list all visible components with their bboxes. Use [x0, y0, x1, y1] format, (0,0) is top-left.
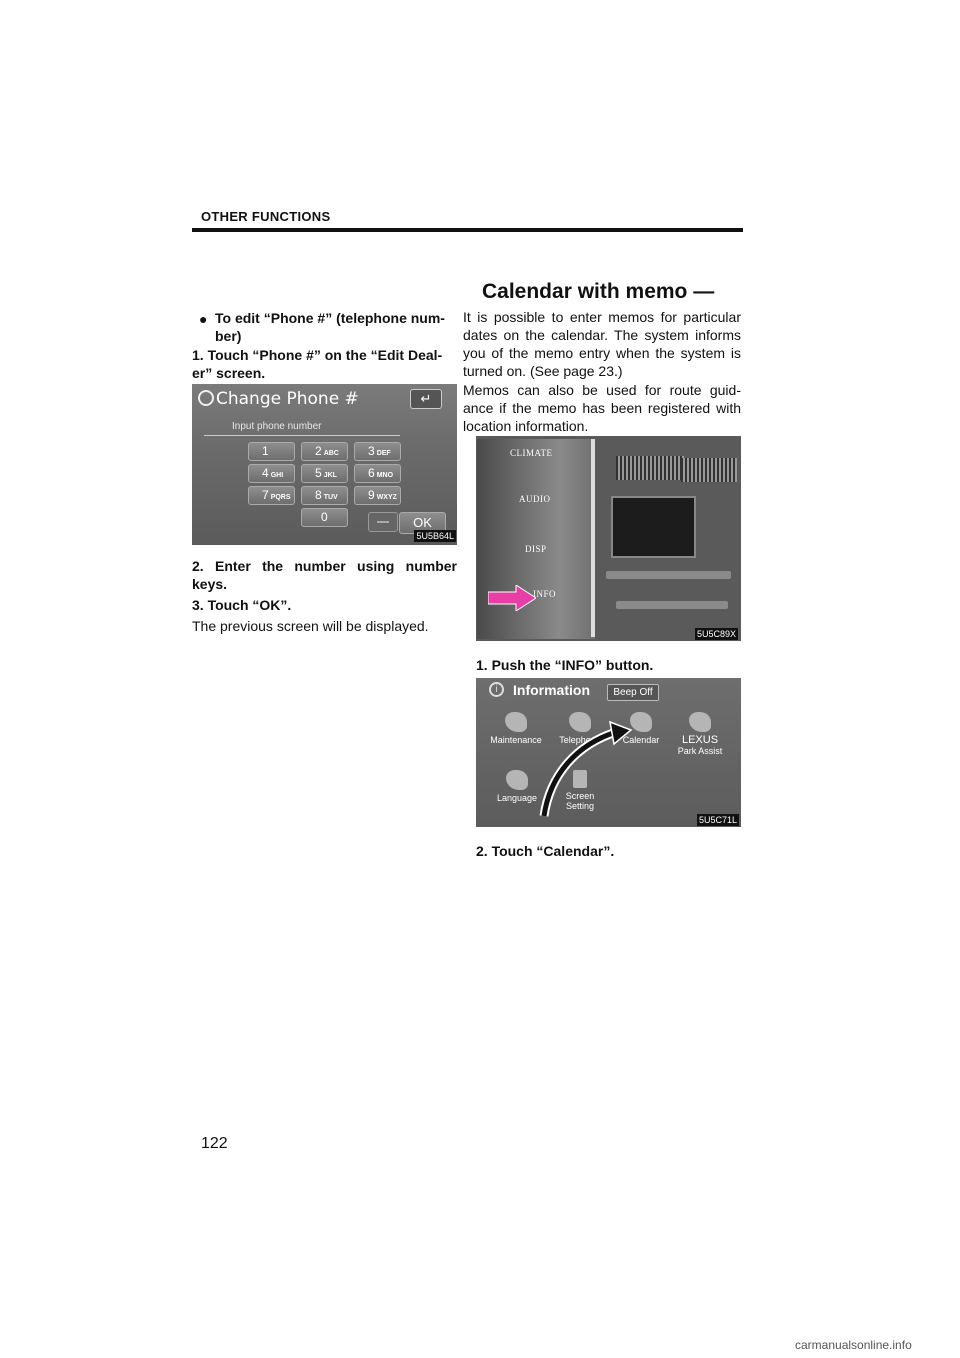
panel-edge [591, 439, 595, 637]
key-6[interactable]: 6 MNO [354, 464, 401, 483]
bullet-heading: To edit “Phone #” (telephone num- [215, 310, 445, 326]
info-icon: i [489, 682, 504, 697]
figure-code: 5U5B64L [416, 531, 454, 541]
figure-code: 5U5C89X [696, 629, 736, 639]
wrench-icon [505, 712, 527, 732]
key-0[interactable]: 0 [301, 508, 348, 527]
page-number: 122 [201, 1135, 228, 1152]
language-icon [506, 770, 528, 790]
step-2-line-2: keys. [192, 576, 228, 592]
key-4[interactable]: 4 GHI [248, 464, 295, 483]
key-9[interactable]: 9 WXYZ [354, 486, 401, 505]
delete-key[interactable] [368, 512, 398, 532]
telephone-tile[interactable]: Telephone [558, 712, 602, 745]
result-text: The previous screen will be displayed. [192, 618, 429, 634]
route-paragraph: Memos can also be used for route guid- ance if the memo has been registered with location information. [463, 382, 741, 434]
section-header: OTHER FUNCTIONS [201, 209, 331, 224]
step-1-info: 1. Push the “INFO” button. [476, 657, 654, 673]
dashboard-photo [476, 436, 741, 641]
audio-button: AUDIO [519, 494, 551, 504]
header-rule [192, 228, 743, 232]
ok-button[interactable]: OK [399, 512, 446, 534]
lexus-park-assist-tile[interactable]: LEXUS Park Assist [672, 712, 728, 756]
right-vent [681, 458, 737, 482]
footer-watermark[interactable]: carmanualsonline.info [795, 1338, 912, 1352]
navigation-display [611, 496, 696, 558]
info-button: INFO [533, 589, 557, 599]
input-line [204, 435, 400, 436]
key-3[interactable]: 3 DEF [354, 442, 401, 461]
section-heading: Calendar with memo — [482, 280, 715, 303]
climate-button: CLIMATE [510, 448, 553, 458]
console-controls [606, 571, 731, 579]
intro-paragraph: It is possible to enter memos for particular dates on the calendar. The system informs you of the memo entry when the system is turned on. (See page 23.) [463, 309, 741, 379]
back-button[interactable]: ↵ [410, 389, 442, 409]
lexus-logo-icon [198, 390, 214, 406]
beep-off-button[interactable]: Beep Off [607, 684, 659, 701]
park-assist-icon [689, 712, 711, 732]
language-tile[interactable]: Language [492, 770, 542, 803]
disp-button: DISP [525, 544, 547, 554]
information-screenshot [476, 678, 741, 827]
step-2-calendar: 2. Touch “Calendar”. [476, 843, 615, 859]
key-1[interactable]: 1 [248, 442, 295, 461]
left-vent [616, 456, 684, 480]
maintenance-tile[interactable]: Maintenance [490, 712, 542, 745]
step-1-line-2: er” screen. [192, 365, 266, 381]
change-phone-screenshot [192, 384, 457, 545]
pointer-arrow-icon [536, 720, 636, 825]
screen-setting-tile[interactable]: Screen Setting [562, 770, 598, 811]
bullet-heading-cont: ber) [215, 328, 242, 344]
calendar-tile[interactable]: Calendar [616, 712, 666, 745]
input-hint: Input phone number [232, 421, 322, 432]
figure-code: 5U5C71L [698, 815, 737, 825]
step-2-line-1: 2. Enter the number using number [192, 558, 457, 574]
screen-title: Change Phone # [216, 389, 359, 409]
pointer-arrow-icon [488, 585, 536, 616]
key-8[interactable]: 8 TUV [301, 486, 348, 505]
key-7[interactable]: 7 PQRS [248, 486, 295, 505]
step-3: 3. Touch “OK”. [192, 597, 292, 613]
bullet-dot: ● [199, 311, 208, 327]
console-controls-lower [616, 601, 728, 609]
key-2[interactable]: 2 ABC [301, 442, 348, 461]
screen-title: Information [513, 682, 590, 698]
key-5[interactable]: 5 JKL [301, 464, 348, 483]
step-1-line-1: 1. Touch “Phone #” on the “Edit Deal- [192, 347, 443, 363]
